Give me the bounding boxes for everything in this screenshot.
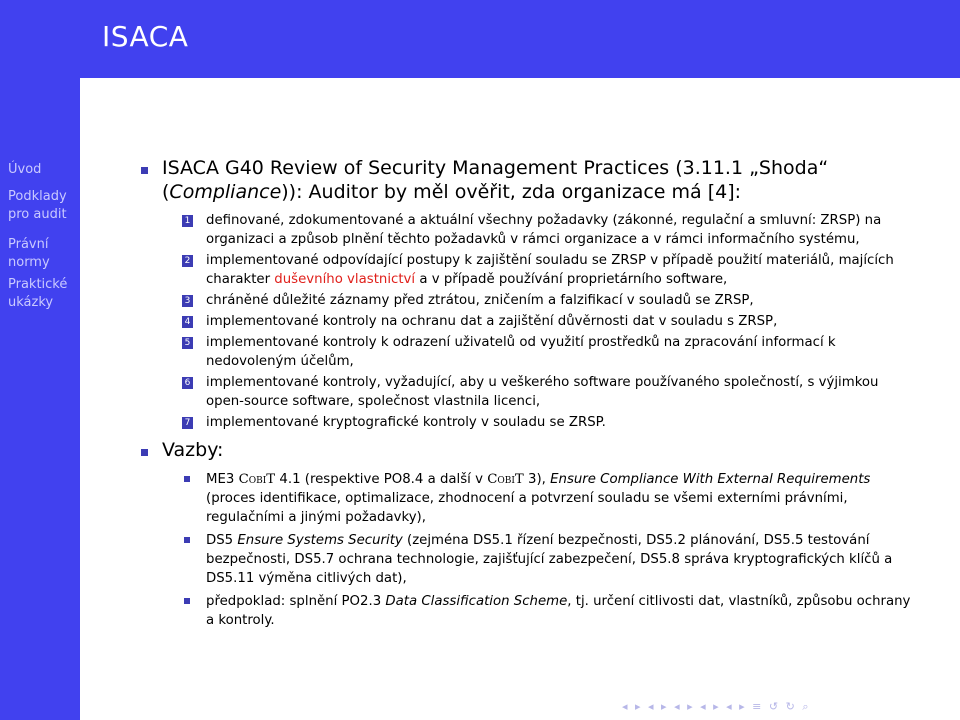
list-item: 1 definované, zdokumentované a aktuální všechny požadavky (zákonné, regulační a smluvní: ZRSP) na organizaci a způsob plnění těchto požadavků v rámci organizace a v rámci informačního systému, — [138, 211, 918, 249]
list-item: DS5 Ensure Systems Security (zejména DS5.1 řízení bezpečnosti, DS5.2 plánování, DS5.5 testování bezpečnosti, DS5.7 ochrana technologie, zajišťující zabezpečení, DS5.8 správa kryptografických klíčů a DS5.11 výměna citlivých dat), — [138, 531, 918, 588]
highlighted-term: duševního vlastnictví — [274, 272, 416, 287]
sidebar — [0, 78, 80, 720]
list-item: 2 implementované odpovídající postupy k zajištění souladu se ZRSP v případě použití materiálů, majících charakter duševního vlastnictví a v případě používání proprietárního software, — [138, 251, 918, 289]
presentation-title: ISACA — [102, 20, 189, 53]
number-badge: 6 — [182, 377, 193, 389]
bullet-vazby: Vazby: — [138, 438, 918, 462]
list-item: 7 implementované kryptografické kontroly v souladu se ZRSP. — [138, 413, 918, 432]
sidebar-item-podklady[interactable]: Podklady pro audit — [8, 189, 67, 222]
bullet-isaca-g40: ISACA G40 Review of Security Management Practices (3.11.1 „Shoda“ (Compliance)): Auditor by měl ověřit, zda organizace má [4]: — [138, 156, 918, 204]
number-badge: 5 — [182, 337, 193, 349]
header-bar — [0, 0, 960, 78]
list-item: 4 implementované kontroly na ochranu dat a zajištění důvěrnosti dat v souladu s ZRSP, — [138, 312, 918, 331]
beamer-navigation-symbols[interactable]: ◂ ▸ ◂ ▸ ◂ ▸ ◂ ▸ ◂ ▸ ≡ ↺ ↻ ⌕ — [622, 700, 811, 713]
list-item: předpoklad: splnění PO2.3 Data Classification Scheme, tj. určení citlivosti dat, vlastníků, způsobu ochrany a kontroly. — [138, 592, 918, 630]
slide-content — [138, 156, 918, 634]
number-badge: 7 — [182, 417, 193, 429]
number-badge: 4 — [182, 316, 193, 328]
list-item: 3 chráněné důležité záznamy před ztrátou, zničením a falzifikací v souladů se ZRSP, — [138, 291, 918, 310]
bullet-square-icon — [184, 598, 190, 604]
sidebar-item-pravni-normy[interactable]: Právní normy — [8, 237, 50, 270]
bullet-square-icon — [184, 537, 190, 543]
sidebar-item-uvod[interactable]: Úvod — [8, 162, 42, 177]
bullet-square-icon — [141, 449, 148, 456]
bullet-square-icon — [184, 476, 190, 482]
bullet-square-icon — [141, 167, 148, 174]
relations-list — [138, 470, 918, 630]
list-item: 5 implementované kontroly k odrazení uživatelů od využití prostředků na zpracování informací k nedovoleným účelům, — [138, 333, 918, 371]
number-badge: 1 — [182, 215, 193, 227]
number-badge: 3 — [182, 295, 193, 307]
sidebar-item-prakticke-ukazky[interactable]: Praktické ukázky — [8, 277, 68, 310]
requirements-list — [138, 211, 918, 432]
list-item: ME3 CobiT 4.1 (respektive PO8.4 a další v CobiT 3), Ensure Compliance With External Requirements (proces identifikace, optimalizace, zhodnocení a potvrzení souladu se všemi externími právními, regulačními a jinými požadavky), — [138, 470, 918, 527]
number-badge: 2 — [182, 255, 193, 267]
list-item: 6 implementované kontroly, vyžadující, aby u veškerého software používaného společností, s výjimkou open-source software, společnost vlastnila licenci, — [138, 373, 918, 411]
